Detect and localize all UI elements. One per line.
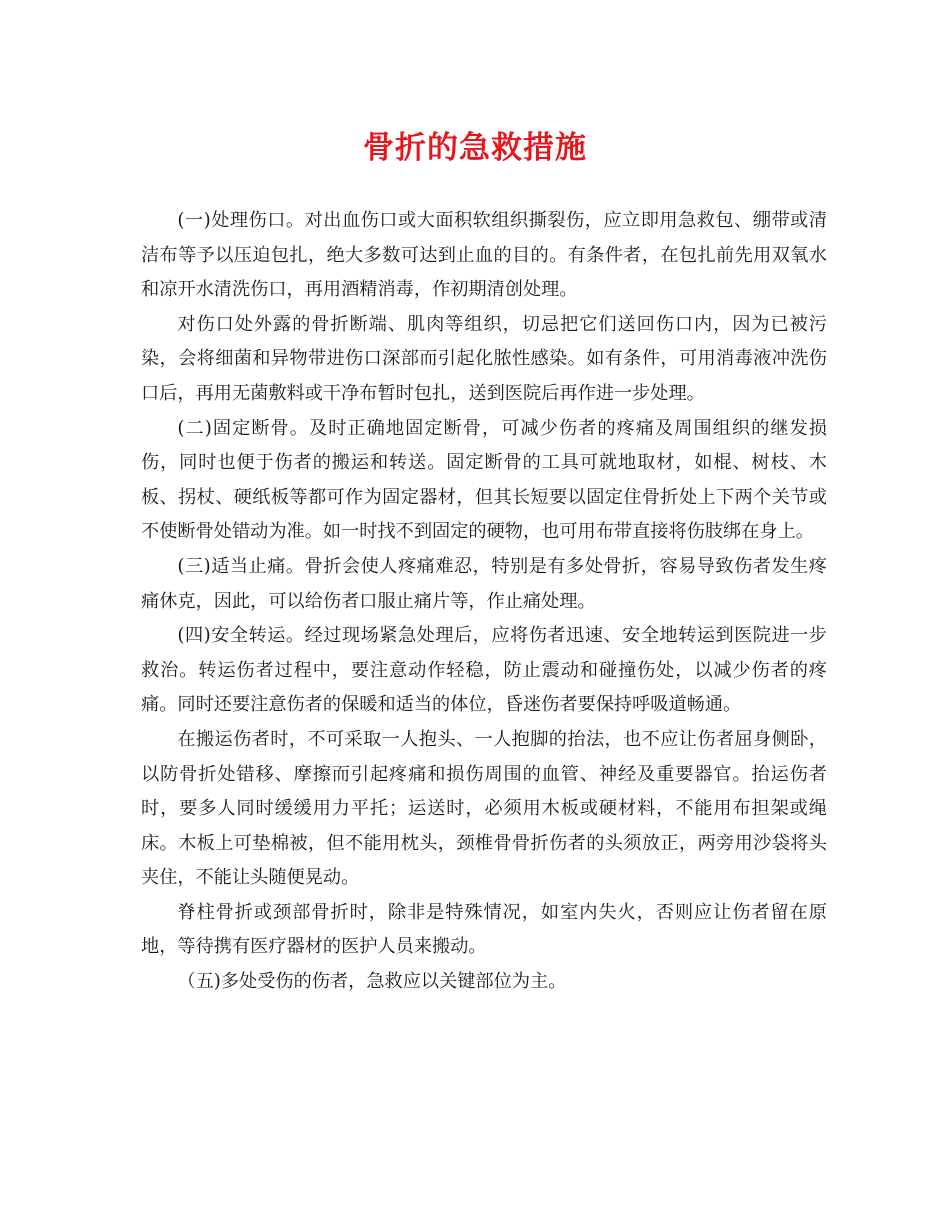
- document-title: 骨折的急救措施: [363, 130, 587, 166]
- document-body: [141, 204, 827, 1000]
- paragraph-wound-treatment: (一)处理伤口。对出血伤口或大面积软组织撕裂伤，应立即用急救包、绷带或清洁布等予以压迫包扎，绝大多数可达到止血的目的。有条件者，在包扎前先用双氧水和凉开水清洗伤口，再用酒精消毒，作初期清创处理。: [141, 210, 827, 301]
- paragraph-spine-fracture: 脊柱骨折或颈部骨折时，除非是特殊情况，如室内失火，否则应让伤者留在原地，等待携有医疗器材的医护人员来搬动。: [141, 901, 827, 958]
- paragraph-fix-bone: (二)固定断骨。及时正确地固定断骨，可减少伤者的疼痛及周围组织的继发损伤，同时也便于伤者的搬运和转送。固定断骨的工具可就地取材，如棍、树枝、木板、拐杖、硬纸板等都可作为固定器材，但其长短要以固定住骨折处上下两个关节或不使断骨处错动为准。如一时找不到固定的硬物，也可用布带直接将伤肢绑在身上。: [141, 417, 827, 543]
- paragraph-carrying: 在搬运伤者时，不可采取一人抱头、一人抱脚的抬法，也不应让伤者屈身侧卧，以防骨折处错移、摩擦而引起疼痛和损伤周围的血管、神经及重要器官。抬运伤者时，要多人同时缓缓用力平托；运送时，必须用木板或硬材料，不能用布担架或绳床。木板上可垫棉被，但不能用枕头，颈椎骨骨折伤者的头须放正，两旁用沙袋将头夹住，不能让头随便晃动。: [141, 728, 827, 889]
- paragraph-safe-transport: (四)安全转运。经过现场紧急处理后，应将伤者迅速、安全地转运到医院进一步救治。转运伤者过程中，要注意动作轻稳，防止震动和碰撞伤处，以减少伤者的疼痛。同时还要注意伤者的保暖和适当的体位，昏迷伤者要保持呼吸道畅通。: [141, 625, 827, 716]
- paragraph-exposed-bone: 对伤口处外露的骨折断端、肌肉等组织，切忌把它们送回伤口内，因为已被污染，会将细菌和异物带进伤口深部而引起化脓性感染。如有条件，可用消毒液冲洗伤口后，再用无菌敷料或干净布暂时包扎，送到医院后再作进一步处理。: [141, 313, 827, 404]
- paragraph-pain-relief: (三)适当止痛。骨折会使人疼痛难忍，特别是有多处骨折，容易导致伤者发生疼痛休克，因此，可以给伤者口服止痛片等，作止痛处理。: [141, 555, 827, 612]
- paragraph-multiple-injuries: （五)多处受伤的伤者，急救应以关键部位为主。: [177, 971, 567, 993]
